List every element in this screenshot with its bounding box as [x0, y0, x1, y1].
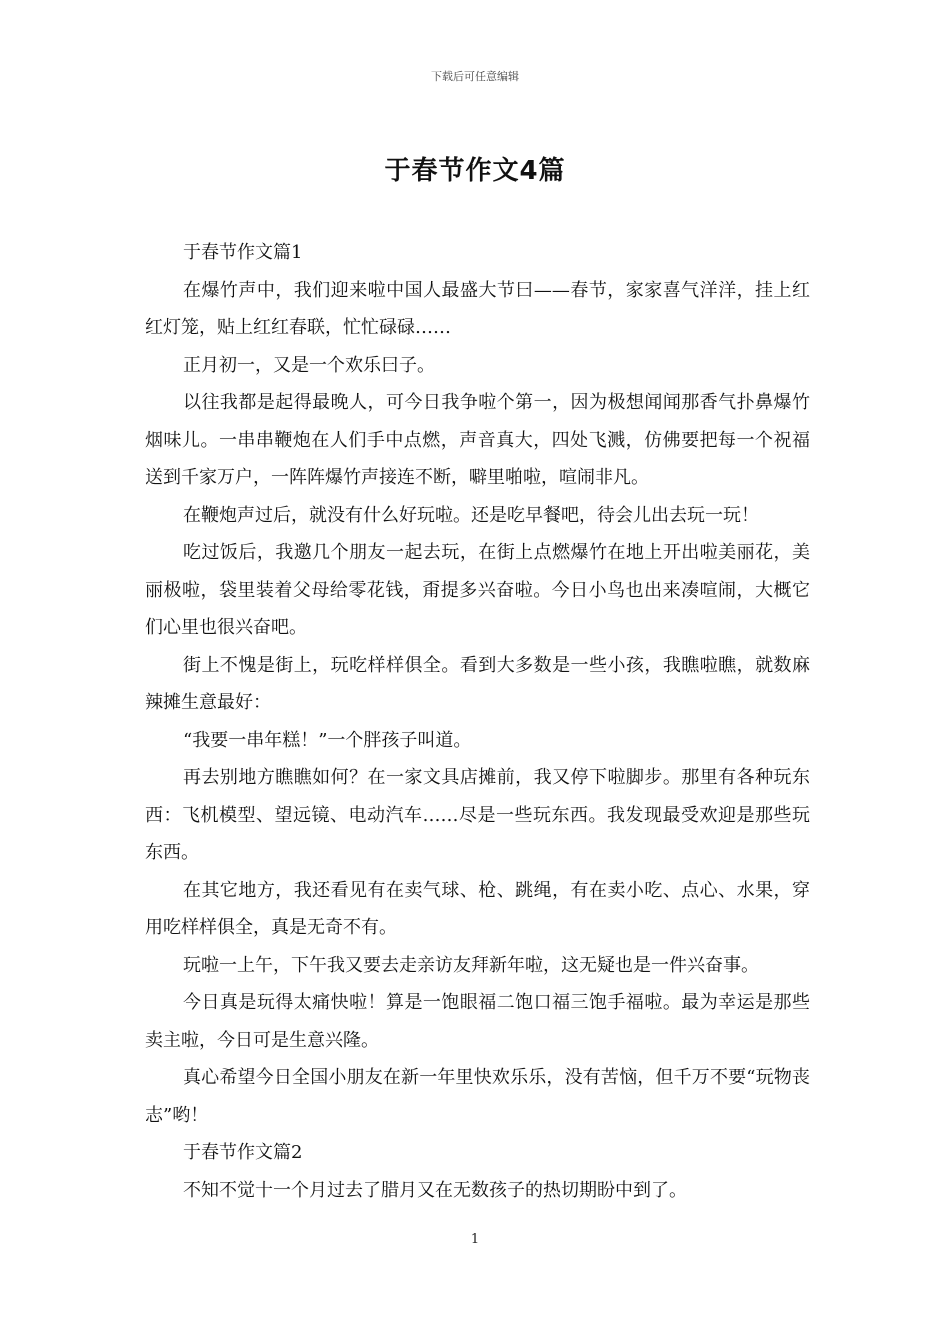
document-title: 于春节作文4篇 — [384, 156, 566, 186]
paragraph: 再去别地方瞧瞧如何？在一家文具店摊前，我又停下啦脚步。那里有各种玩东西：飞机模型、望远镜、电动汽车……尽是一些玩东西。我发现最受欢迎是那些玩东西。 — [145, 767, 810, 863]
section-heading-2: 于春节作文篇2 — [183, 1142, 303, 1163]
section-heading-1: 于春节作文篇1 — [183, 242, 303, 263]
paragraph: 以往我都是起得最晚人，可今日我争啦个第一，因为极想闻闻那香气扑鼻爆竹烟味儿。一串串鞭炮在人们手中点燃，声音真大，四处飞溅，仿佛要把每一个祝福送到千家万户，一阵阵爆竹声接连不断，噼里啪啦，喧闹非凡。 — [145, 392, 810, 488]
paragraph: 今日真是玩得太痛快啦！算是一饱眼福二饱口福三饱手福啦。最为幸运是那些卖主啦，今日可是生意兴隆。 — [145, 992, 810, 1051]
paragraph: 在爆竹声中，我们迎来啦中国人最盛大节曰——春节，家家喜气洋洋，挂上红红灯笼，贴上红红春联，忙忙碌碌…… — [145, 279, 810, 338]
paragraph: 吃过饭后，我邀几个朋友一起去玩，在街上点燃爆竹在地上开出啦美丽花，美丽极啦，袋里装着父母给零花钱，甭提多兴奋啦。今日小鸟也出来凑喧闹，大概它们心里也很兴奋吧。 — [145, 542, 810, 638]
paragraph: 真心希望今日全国小朋友在新一年里快欢乐乐，没有苦恼，但千万不要“玩物丧志”哟！ — [145, 1067, 810, 1126]
paragraph: “我要一串年糕！”一个胖孩子叫道。 — [183, 729, 472, 751]
paragraph: 正月初一，又是一个欢乐曰子。 — [183, 354, 435, 376]
paragraph: 不知不觉十一个月过去了腊月又在无数孩子的热切期盼中到了。 — [183, 1179, 687, 1201]
paragraph: 街上不愧是街上，玩吃样样俱全。看到大多数是一些小孩，我瞧啦瞧，就数麻辣摊生意最好： — [145, 654, 810, 713]
document-body — [145, 234, 810, 1209]
header-note: 下载后可任意编辑 — [431, 70, 519, 83]
paragraph: 在其它地方，我还看见有在卖气球、枪、跳绳，有在卖小吃、点心、水果，穿用吃样样俱全，真是无奇不有。 — [145, 879, 810, 938]
paragraph: 玩啦一上午，下午我又要去走亲访友拜新年啦，这无疑也是一件兴奋事。 — [183, 954, 759, 976]
paragraph: 在鞭炮声过后，就没有什么好玩啦。还是吃早餐吧，待会儿出去玩一玩！ — [183, 504, 759, 526]
page-number: 1 — [470, 1232, 480, 1247]
